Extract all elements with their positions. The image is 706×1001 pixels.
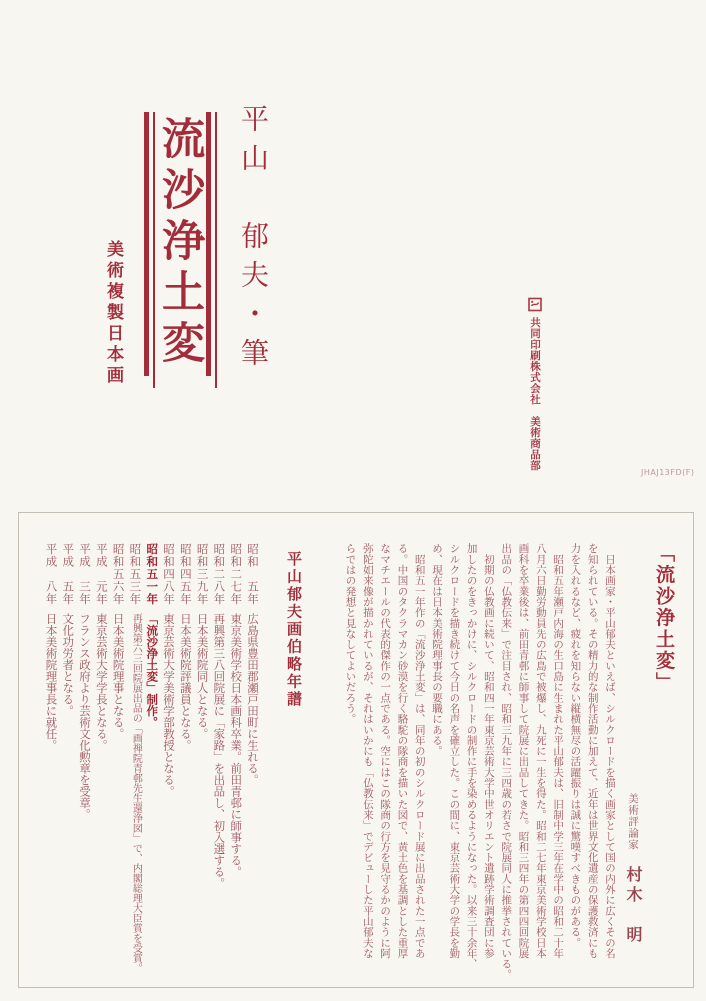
entry-year: 昭和二七年 [229, 543, 244, 606]
chronology-entry [160, 543, 177, 987]
title-rule-right-thick [206, 112, 211, 376]
entry-year: 昭和 五年 [246, 543, 260, 606]
entry-desc: 東京芸術大学学長となる。 [94, 613, 109, 751]
essay-title: 「流沙浄土変」 [653, 543, 675, 694]
essay-credit [618, 543, 648, 987]
essay-column: 加したのをきっかけに、シルクロードの制作に手を染めるようになった。以来三十余年、 [465, 543, 478, 969]
chronology-entry [227, 543, 244, 987]
chronology-entry [110, 543, 127, 987]
entry-year: 平成 三年 [78, 543, 93, 606]
entry-desc: 「流沙浄土変」制作。 [145, 613, 160, 728]
essay-column: 初期の仏教画に続いて、昭和四一年東京芸術大学中世オリエント遺跡学術調査団に参 [482, 543, 495, 959]
entry-year: 昭和四八年 [162, 543, 177, 606]
entry-desc: 日本美術院理事となる。 [111, 613, 126, 740]
chronology-entry [177, 543, 194, 987]
essay-column: 画科を卒業後は、前田青邨に師事して院展に出品してきた。昭和三四年の第四四回院展 [517, 543, 530, 959]
entry-desc: 日本美術院評議員となる。 [178, 613, 193, 751]
print-code: JHAJ13FD(F) [641, 468, 695, 477]
critic-name: 村木 明 [624, 865, 643, 946]
entry-year: 昭和五三年 [128, 543, 143, 606]
essay-section [341, 543, 680, 987]
essay-column: 力を入れるなど、疲れを知らない縦横無尽の活躍振りは誠に驚嘆すべきものがある。 [569, 543, 582, 948]
title-rule-left-thick [144, 112, 149, 376]
essay-column: 弥陀如来像が描かれているが、それはいかにも「仏教伝来」でデビューした平山郁夫な [361, 543, 374, 959]
essay-column: を知られている。その精力的な制作活動に加えて、近年は世界文化遺産の保護救済にも [586, 543, 599, 959]
entry-year: 昭和二八年 [212, 543, 227, 606]
product-type-label: 美術複製日本画 [103, 240, 123, 387]
entry-desc: 広島県豊田郡瀬戸田町に生れる。 [246, 613, 260, 786]
chronology-entry [43, 543, 60, 987]
entry-desc: フランス政府より芸術文化勲章を受章。 [78, 613, 93, 820]
essay-column: らではの発想と見なしてよいだろう。 [344, 543, 357, 725]
artwork-title: 流沙浄土変 [155, 116, 205, 371]
entry-desc: 日本美術院理事長に就任。 [44, 613, 59, 751]
chronology-entry [127, 543, 144, 987]
chronology-entry-highlight [143, 543, 160, 987]
entry-year: 昭和三九年 [195, 543, 210, 606]
entry-year: 平成 八年 [44, 543, 59, 606]
artist-credit: 平山 郁夫・筆 [237, 104, 270, 377]
entry-desc: 再興第六三回院展出品の「画禅院青邨先生還浄図」で、内閣総理大臣賞を受賞。 [130, 613, 142, 973]
chronology-section [33, 543, 311, 987]
essay-column: 八月六日勤労動員先の広島で被爆し、九死に一生を得た。昭和二七年東京美術学校日本 [534, 543, 547, 959]
essay-column: 昭和五一年作の「流沙浄土変」は、同年の初のシルクロード展に出品された一点であ [413, 543, 426, 959]
entry-year: 昭和五六年 [111, 543, 126, 606]
essay-column: シルクロードを描き続けて今日の名声を確立した。この間に、東京芸術大学の学長を勤 [448, 543, 461, 959]
entry-desc: 再興第三八回院展に「家路」を出品し、初入選する。 [212, 613, 227, 889]
chronology-entry [93, 543, 110, 987]
commentary-box [18, 512, 694, 988]
chronology-heading: 平山郁夫画伯略年譜 [285, 551, 303, 709]
chronology-entry [76, 543, 93, 987]
publisher-line [528, 297, 543, 471]
critic-role-label: 美術評論家 [627, 793, 639, 851]
entry-year: 平成 五年 [61, 543, 76, 606]
entry-year: 昭和四五年 [178, 543, 193, 606]
entry-desc: 東京美術学校日本画科卒業。前田青邨に師事する。 [229, 613, 244, 878]
essay-column: る。中国のタクラマカン砂漠を行く駱駝の隊商を描いた図で、黄土色を基調とした重厚 [396, 543, 409, 959]
entry-year: 平成 元年 [94, 543, 109, 606]
entry-year: 昭和五一年 [145, 543, 160, 606]
essay-column: なマチエールの代表的傑作の一点である。空にはこの隊商の行方を見守るかのように阿 [379, 543, 392, 959]
chronology-entry [211, 543, 228, 987]
chronology-entry [59, 543, 76, 987]
essay-column: 昭和五年瀬戸内海の生口島に生まれた平山郁夫は、旧制中学三年在学中の昭和二十年 [552, 543, 565, 959]
publisher-name: 共同印刷株式会社 美術商品部 [529, 317, 541, 471]
chronology-entry [194, 543, 211, 987]
title-rule-right-thin [215, 112, 217, 388]
essay-column: め、現在は日本美術院理事長の要職にある。 [431, 543, 444, 756]
entry-desc: 文化功労者となる。 [61, 613, 76, 717]
essay-column: 日本画家・平山郁夫といえば、シルクロードを描く画家として国の内外に広くその名 [604, 543, 616, 959]
essay-column: 出品の「仏教伝来」で注目され、昭和三九年に三四歳の若さで院展同人に推挙されている。 [500, 543, 513, 980]
chronology-entry [244, 543, 261, 987]
entry-desc: 東京芸術大学美術学部教授となる。 [162, 613, 177, 797]
publisher-logo-icon [528, 297, 542, 312]
entry-desc: 日本美術院同人となる。 [195, 613, 210, 740]
